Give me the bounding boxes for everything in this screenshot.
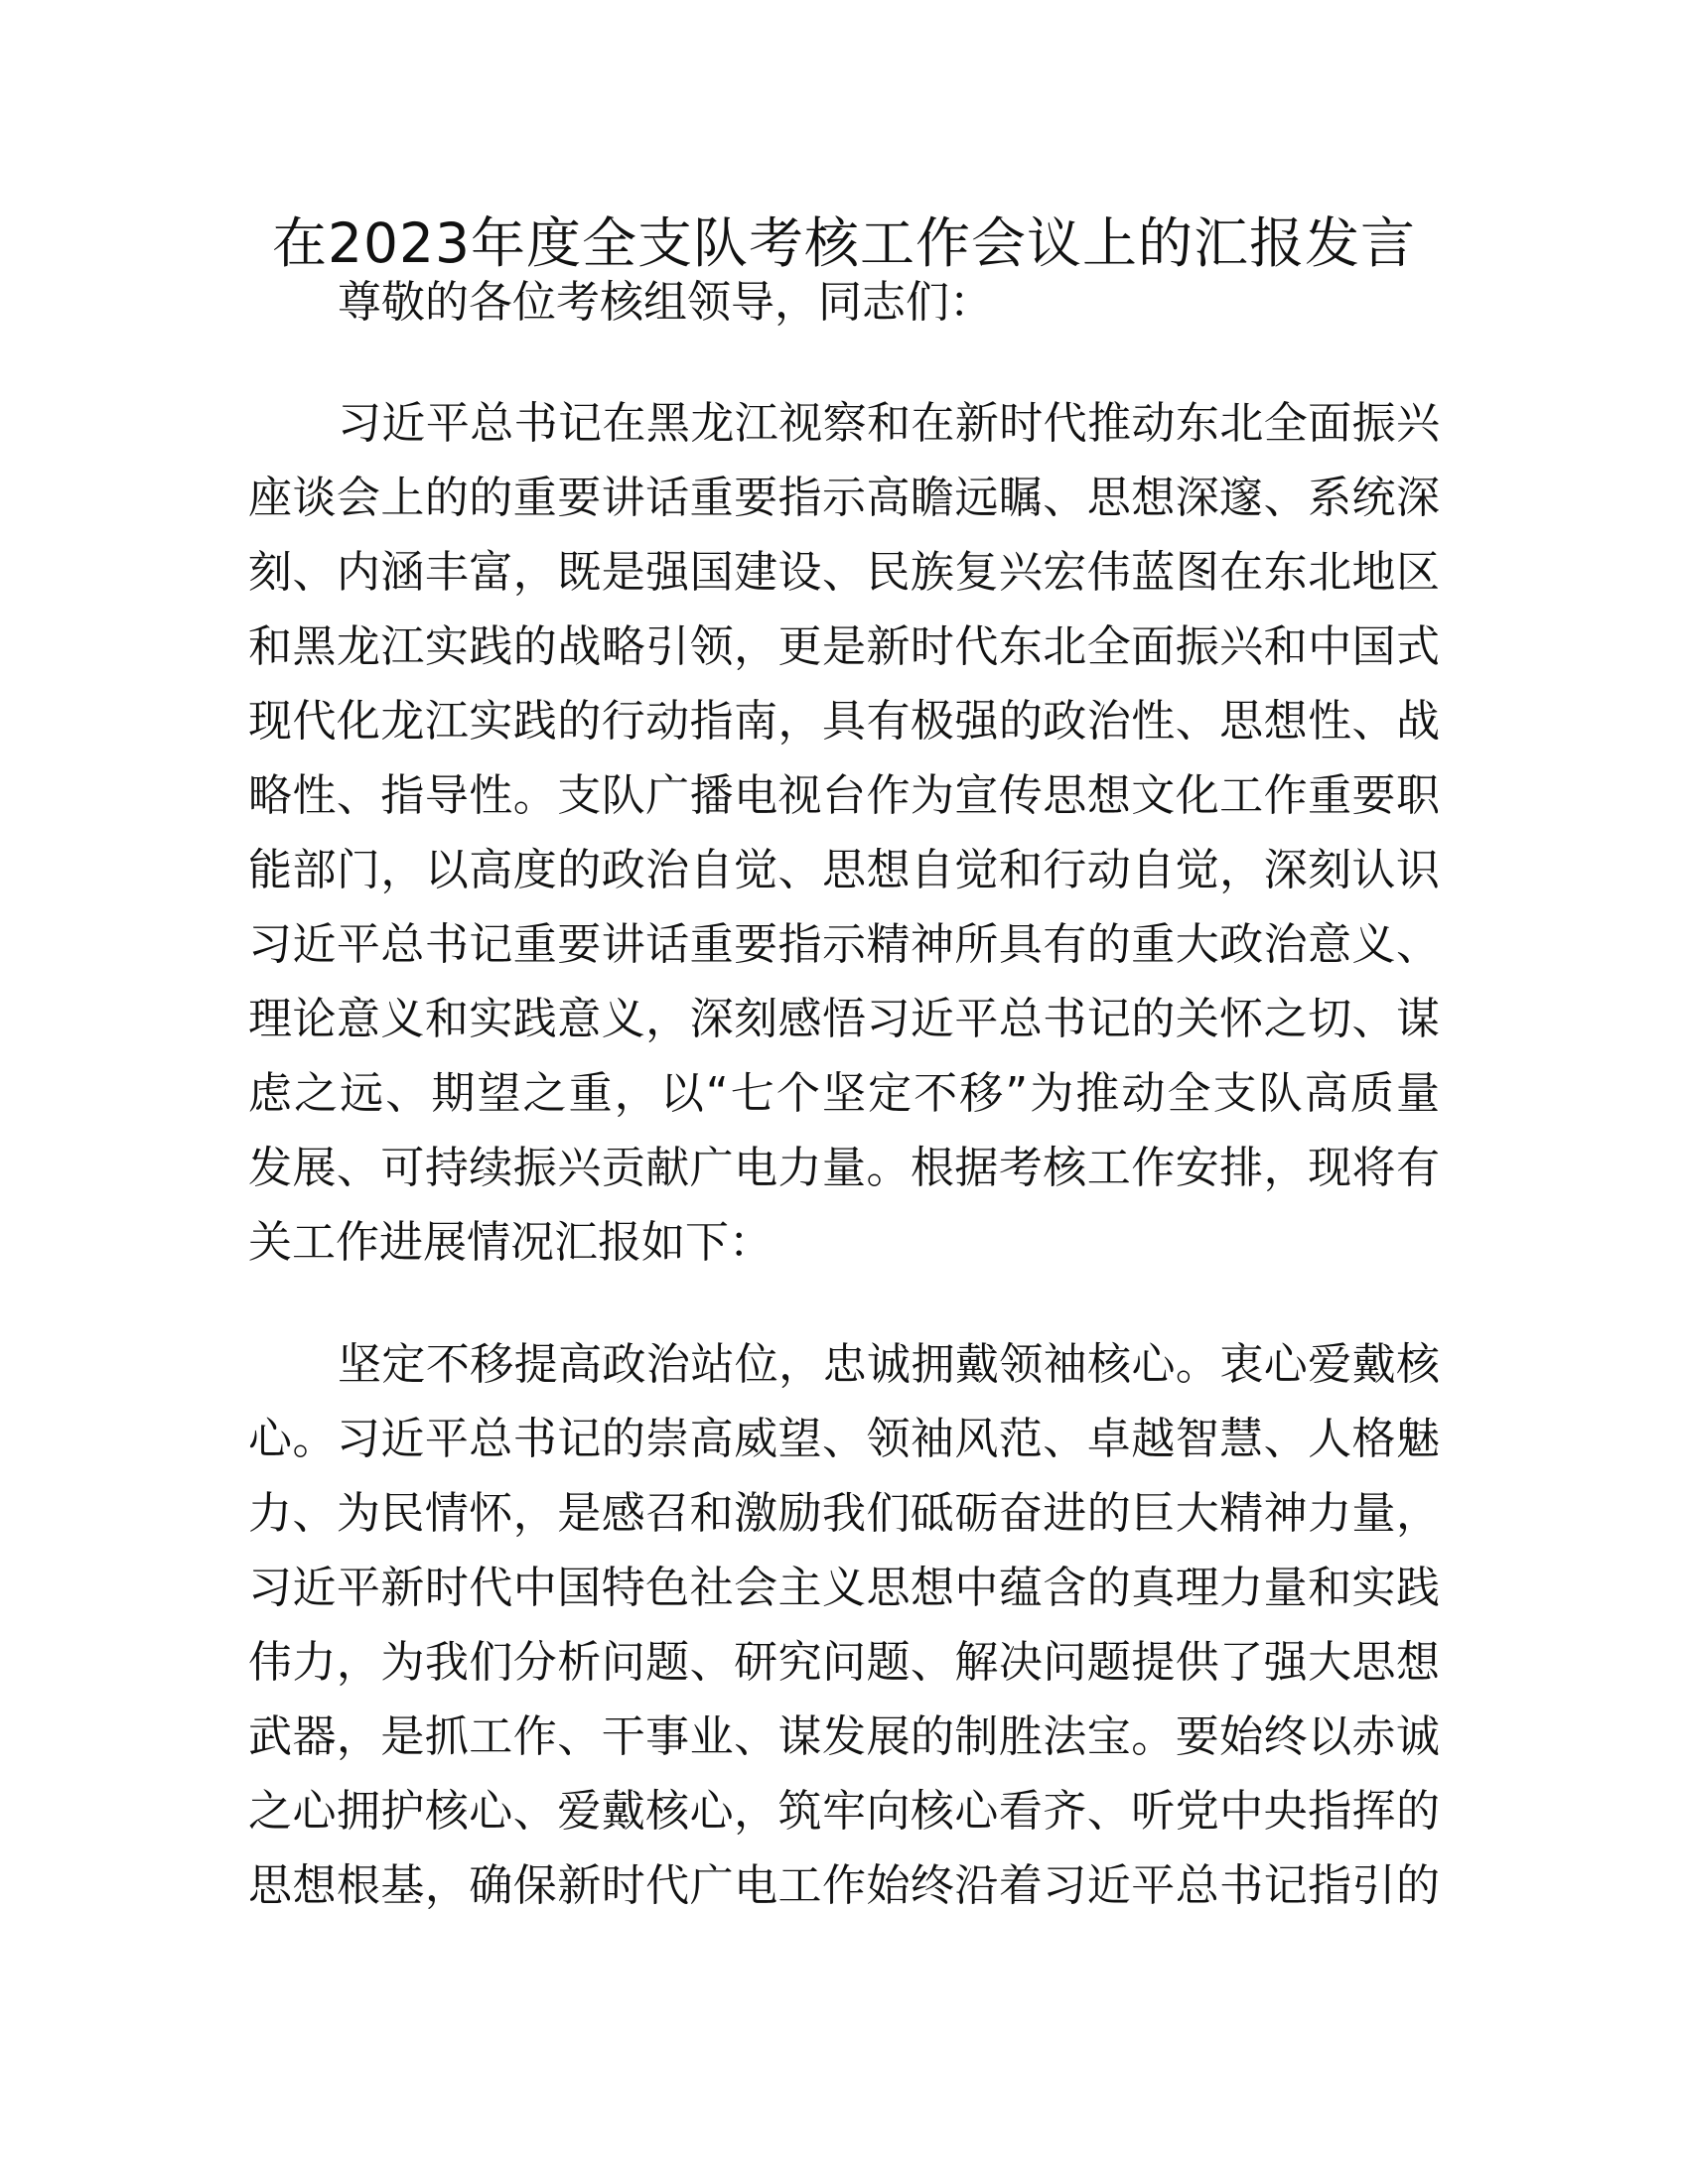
paragraph-1-line: 虑之远、期望之重，以“七个坚定不移”为推动全支队高质量 bbox=[248, 1068, 1440, 1119]
paragraph-2-line: 武器，是抓工作、干事业、谋发展的制胜法宝。要始终以赤诚 bbox=[248, 1711, 1440, 1762]
paragraph-1-line: 习近平总书记在黑龙江视察和在新时代推动东北全面振兴 bbox=[338, 398, 1440, 449]
paragraph-2-line: 力、为民情怀，是感召和激励我们砥砺奋进的巨大精神力量， bbox=[248, 1488, 1440, 1539]
paragraph-1-line: 发展、可持续振兴贡献广电力量。根据考核工作安排，现将有 bbox=[248, 1143, 1440, 1193]
paragraph-1-line: 座谈会上的的重要讲话重要指示高瞻远瞩、思想深邃、系统深 bbox=[248, 473, 1440, 523]
paragraph-2-line: 坚定不移提高政治站位，忠诚拥戴领袖核心。衷心爱戴核 bbox=[338, 1339, 1440, 1390]
paragraph-1-line: 理论意义和实践意义，深刻感悟习近平总书记的关怀之切、谋 bbox=[248, 994, 1440, 1044]
paragraph-1-line: 略性、指导性。支队广播电视台作为宣传思想文化工作重要职 bbox=[248, 770, 1440, 821]
paragraph-1-line: 刻、内涵丰富，既是强国建设、民族复兴宏伟蓝图在东北地区 bbox=[248, 547, 1440, 598]
paragraph-2-line: 思想根基，确保新时代广电工作始终沿着习近平总书记指引的 bbox=[248, 1860, 1440, 1911]
document-title: 在2023年度全支队考核工作会议上的汇报发言 bbox=[272, 211, 1416, 275]
paragraph-2-line: 伟力，为我们分析问题、研究问题、解决问题提供了强大思想 bbox=[248, 1637, 1440, 1688]
paragraph-2-line: 心。习近平总书记的崇高威望、领袖风范、卓越智慧、人格魅 bbox=[248, 1414, 1440, 1464]
paragraph-2-line: 习近平新时代中国特色社会主义思想中蕴含的真理力量和实践 bbox=[248, 1563, 1440, 1613]
paragraph-1-line: 能部门，以高度的政治自觉、思想自觉和行动自觉，深刻认识 bbox=[248, 845, 1440, 895]
paragraph-2-line: 之心拥护核心、爱戴核心，筑牢向核心看齐、听党中央指挥的 bbox=[248, 1786, 1440, 1837]
salutation: 尊敬的各位考核组领导，同志们： bbox=[338, 277, 993, 328]
paragraph-1-line: 关工作进展情况汇报如下： bbox=[248, 1217, 773, 1268]
paragraph-1-line: 习近平总书记重要讲话重要指示精神所具有的重大政治意义、 bbox=[248, 919, 1440, 970]
paragraph-1-line: 现代化龙江实践的行动指南，具有极强的政治性、思想性、战 bbox=[248, 696, 1440, 747]
paragraph-1-line: 和黑龙江实践的战略引领，更是新时代东北全面振兴和中国式 bbox=[248, 621, 1440, 672]
